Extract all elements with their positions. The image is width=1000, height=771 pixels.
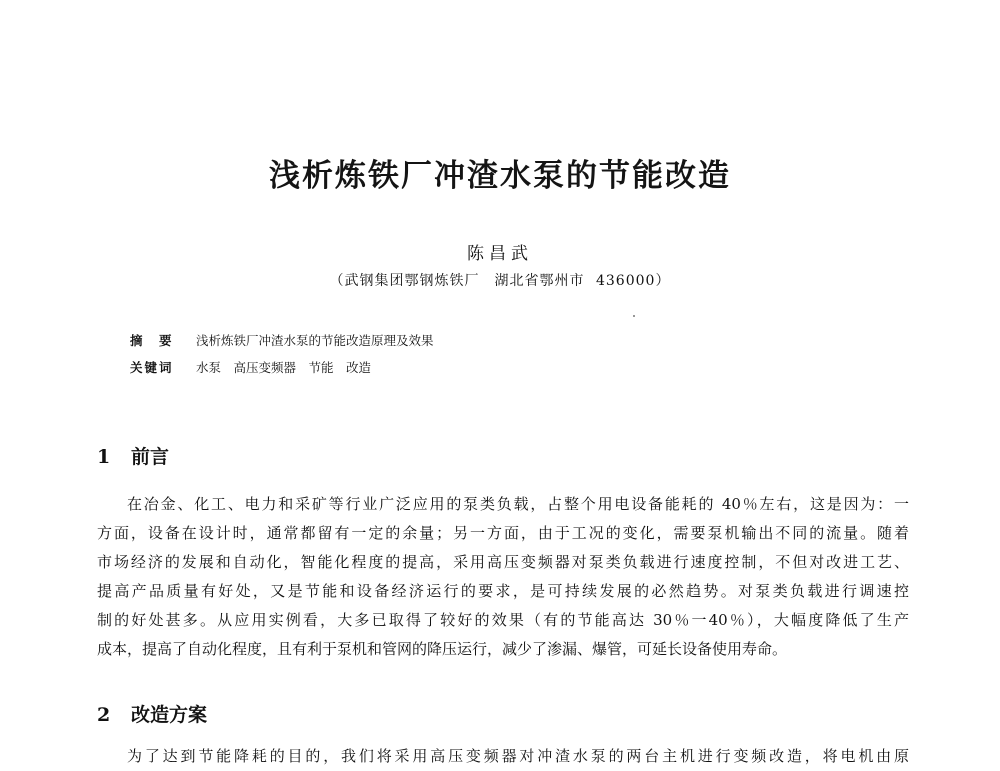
author-name: 陈昌武 <box>467 244 533 264</box>
stray-dot <box>633 315 635 317</box>
keywords-label: 关键词 <box>130 360 174 375</box>
paragraph-line: 提高产品质量有好处，又是节能和设备经济运行的要求，是可持续发展的必然趋势。对泵类负载进行调速控 <box>97 582 909 600</box>
paragraph-line: 方面，设备在设计时，通常都留有一定的余量；另一方面，由于工况的变化，需要泵机输出不同的流量。随着 <box>97 524 909 542</box>
paragraph-line: 制的好处甚多。从应用实例看，大多已取得了较好的效果（有的节能高达 30％一40％），大幅度降低了生产 <box>97 611 909 629</box>
abstract-text: 浅析炼铁厂冲渣水泵的节能改造原理及效果 <box>196 333 434 348</box>
paper-title: 浅析炼铁厂冲渣水泵的节能改造 <box>269 158 731 194</box>
introduction-paragraph <box>97 490 909 664</box>
paragraph-line: 为了达到节能降耗的目的，我们将采用高压变频器对冲渣水泵的两台主机进行变频改造，将电机由原 <box>127 747 909 765</box>
keywords-text: 水泵 高压变频器 节能 改造 <box>196 360 372 375</box>
paragraph-line: 市场经济的发展和自动化，智能化程度的提高，采用高压变频器对泵类负载进行速度控制，不但对改进工艺、 <box>97 553 909 571</box>
section-heading-introduction <box>97 442 169 469</box>
section-number: 2 <box>97 704 111 726</box>
section-number: 1 <box>97 446 111 468</box>
section-heading-retrofit-plan <box>97 700 207 727</box>
section-title: 前言 <box>131 446 170 468</box>
abstract-label: 摘 要 <box>130 333 174 348</box>
paragraph-line: 成本，提高了自动化程度，且有利于泵机和管网的降压运行，减少了渗漏、爆管，可延长设备使用寿命。 <box>97 640 788 658</box>
keywords-row <box>130 358 371 376</box>
author-affiliation: （武钢集团鄂钢炼铁厂 湖北省鄂州市 436000） <box>329 273 671 289</box>
paragraph-line: 在冶金、化工、电力和采矿等行业广泛应用的泵类负载，占整个用电设备能耗的 40％左右，这是因为：一 <box>127 495 909 513</box>
section-title: 改造方案 <box>131 704 208 726</box>
retrofit-paragraph <box>97 742 909 771</box>
abstract-row <box>130 331 434 349</box>
